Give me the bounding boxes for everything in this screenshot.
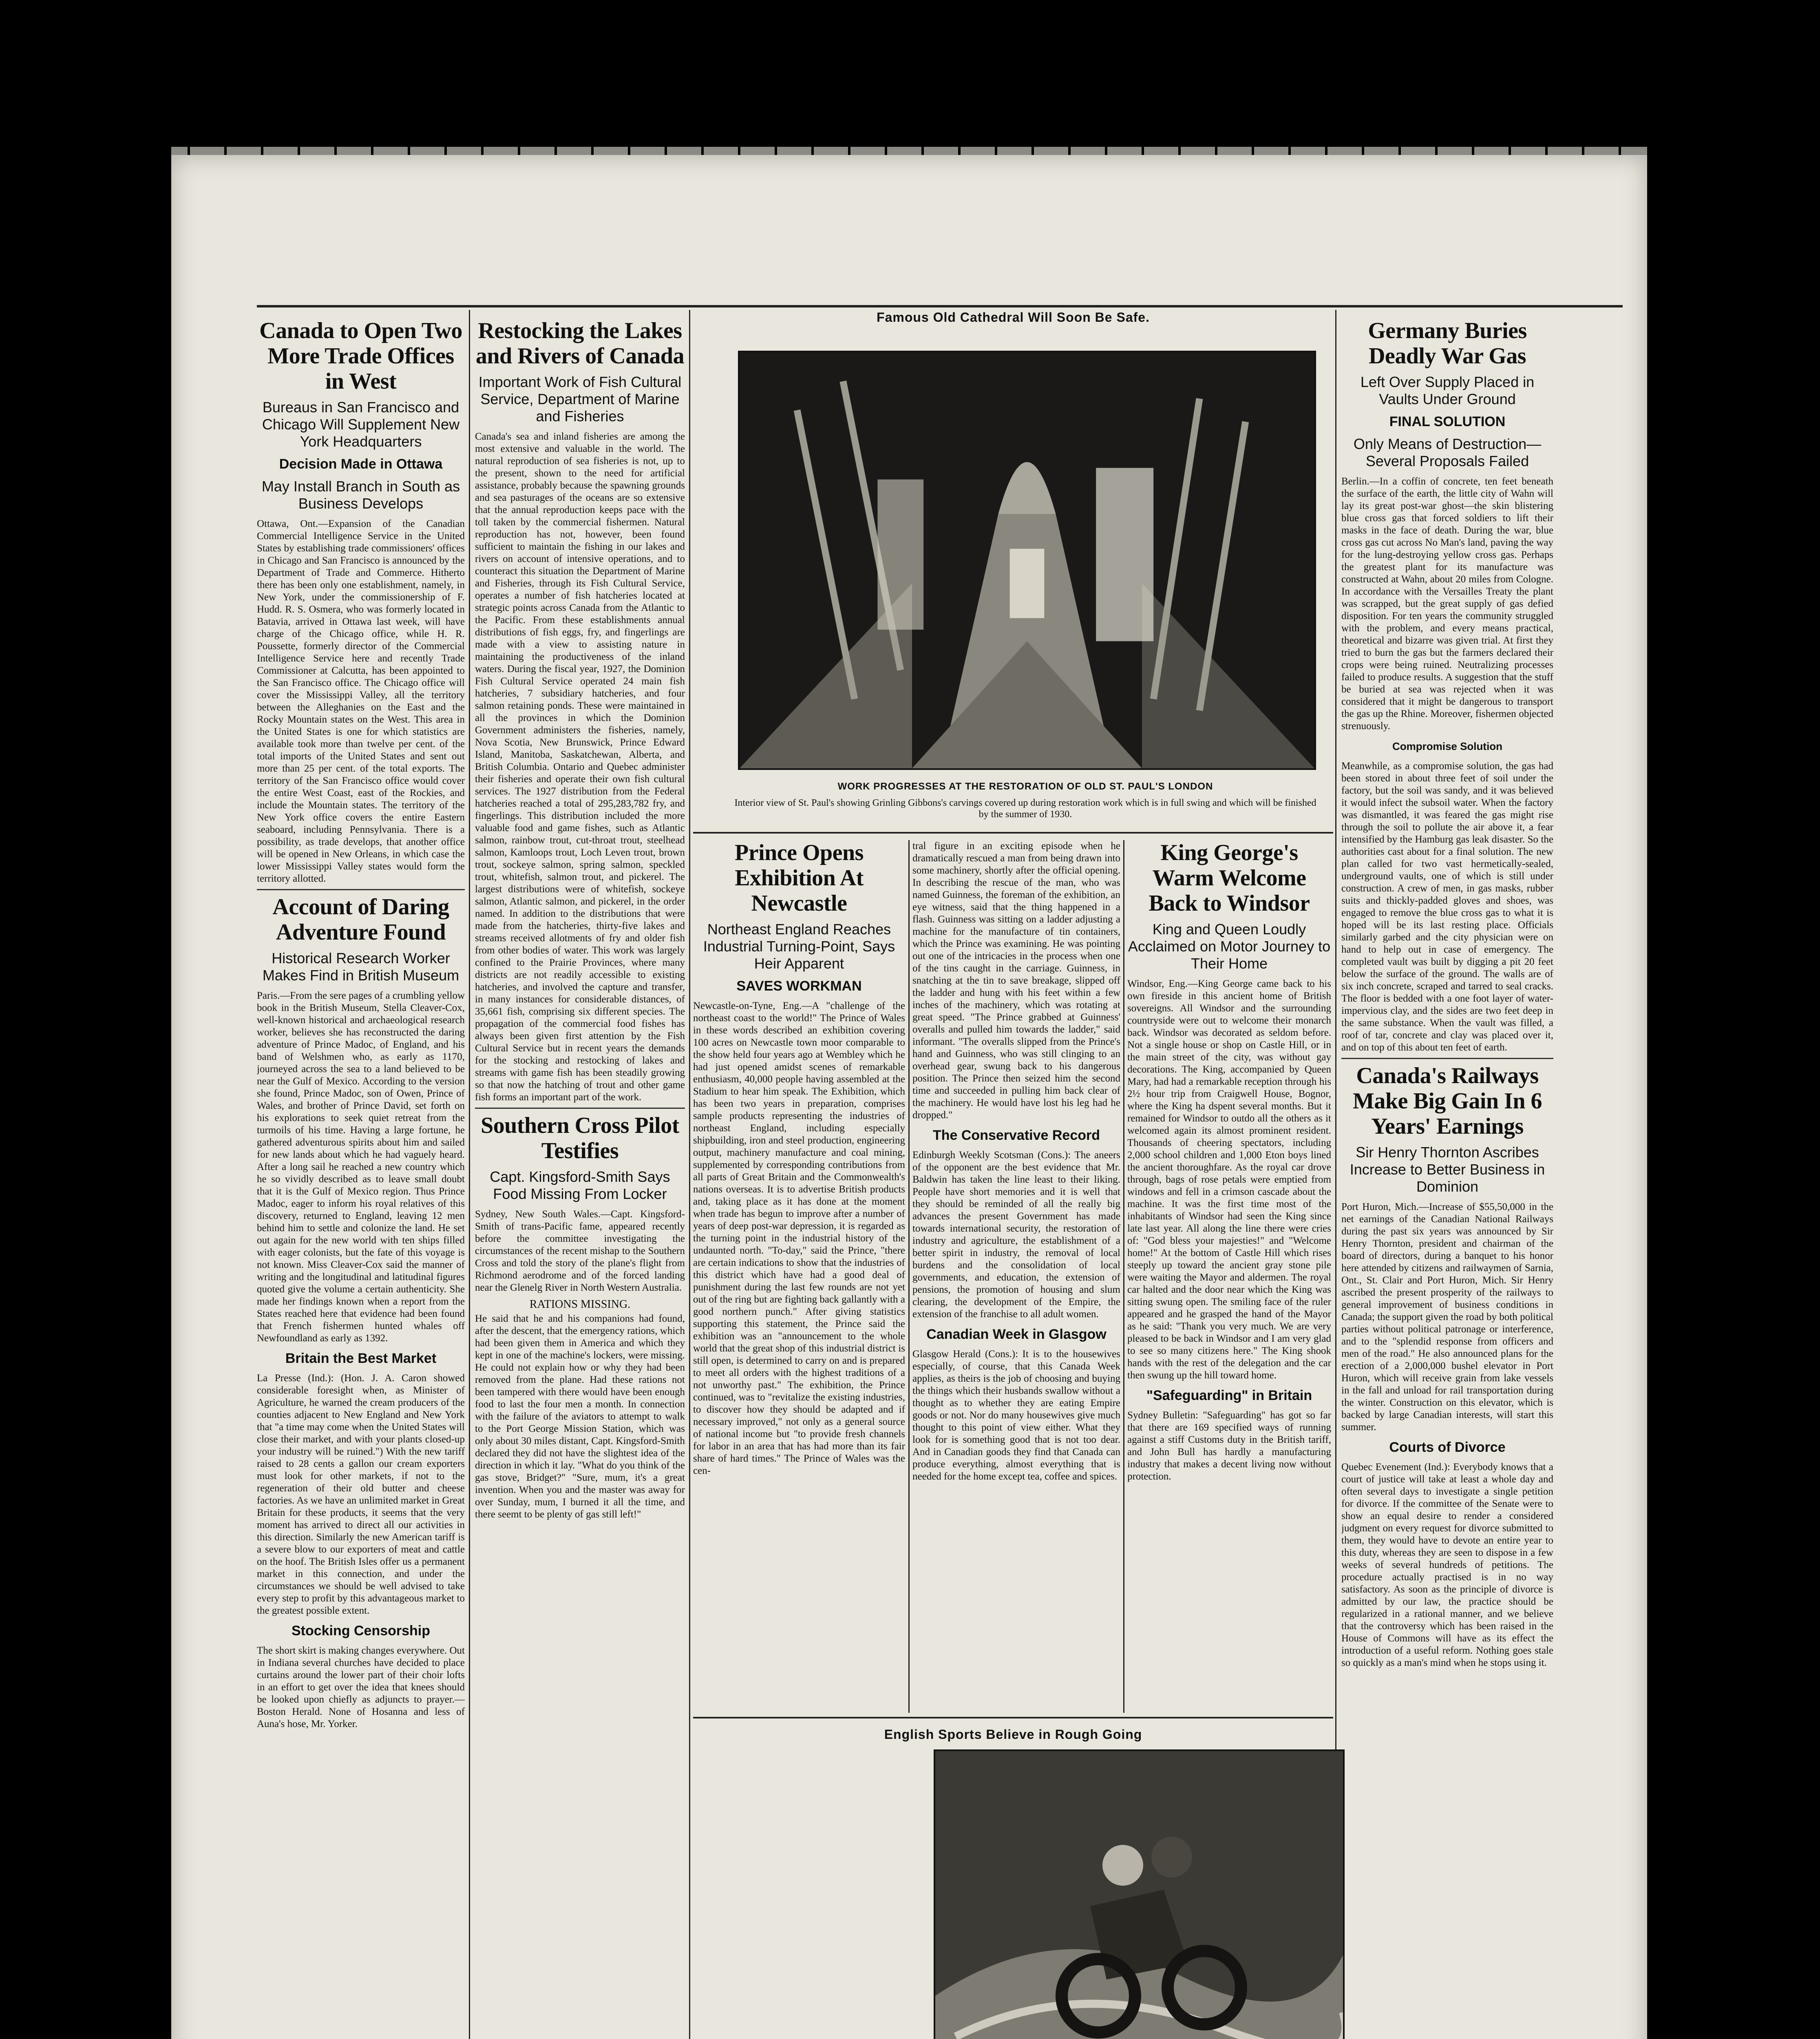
subhead-canadian-week: Canadian Week in Glasgow [926,1327,1107,1342]
article-war-gas: Berlin.—In a coffin of concrete, ten feet beneath the surface of the earth, the little city of Wahn will lay its great post-war ghost—the skin blistering blue cross gas that forced soldiers to lift their masks in the face of death. During the war, blue cross gas cut across No Man's land, paving the way for the lung-destroying yellow cross gas. Perhaps the greatest plant for its manufacture was constructed at Wahn, about 20 miles from Cologne. In accordance with the Versailles Treaty the plant was scrapped, but the great supply of gas defied disposition. For ten years the community struggled with the problem, and every means practical, theoretical and bizarre was given trial. At first they tried to burn the gas but the farmers declared their crops were being ruined. Neutralizing processes failed to produce results. A suggestion that the stuff be buried at sea was rejected when it was considered that it might be dangerous to transport the gas up the Rhine. Moreover, fishermen objected strenuously. [1341,476,1553,732]
subhead-rations: RATIONS MISSING. [529,1298,631,1311]
article-divorce: Quebec Evenement (Ind.): Everybody knows that a court of justice will take at least a whole day and often several days to investigate a single petition for divorce. If the committee of the Senate were to show an equal desire to render a considered judgment on every request for divorce submitted to them, they would have to devote an entire year to this duty, whereas they are seen to dispose in a few weeks of several hundreds of petitions. The procedure actually practised is in no way satisfactory. As soon as the principle of divorce is admitted by our law, the practice should be regularized in a rational manner, and we believe that the controversy which has been raised in the House of Commons will have as its effect the introduction of a useful reform. Nothing goes stale so quickly as a man's mind when he stops using it. [1341,1462,1553,1668]
subhead-final-solution: FINAL SOLUTION [1389,414,1506,429]
deck-southern-cross: Capt. Kingsford-Smith Says Food Missing From Locker [490,1168,670,1202]
column-2 [475,318,685,2039]
headline-war-gas: Germany Buries Deadly War Gas [1368,318,1527,369]
subhead-britain-market: Britain the Best Market [285,1351,437,1366]
cathedral-caption-strip: WORK PROGRESSES AT THE RESTORATION OF OLD ST. PAUL'S LONDON [837,781,1213,792]
article-southern-cross: Sydney, New South Wales.—Capt. Kingsford-Smith of trans-Pacific fame, appeared recently before the committee investigating the circumstances of the recent mishap to the Southern Cross and told the story of the plane's flight from Richmond aerodrome and of the forced landing near the Glenelg River in North Western Australia. [475,1209,685,1293]
headline-restocking: Restocking the Lakes and Rivers of Canada [475,318,685,369]
sports-photo [934,1749,1345,2039]
deck-adventure: Historical Research Worker Makes Find in British Museum [262,950,459,984]
mid-rule-bottom [693,1717,1333,1718]
article-prince-exhibition: Newcastle-on-Tyne, Eng.—A "challenge of the northeast coast to the world!" The Prince of Wales in these words described an exhibition covering 100 acres on Newcastle town moor comparable to the show held four years ago at Wembley which he had just opened amidst scenes of remarkable enthusiasm, 40,000 people having assembled at the Stadium to hear him speak. The Exhibition, which has been two years in preparation, comprises sample products representing the industries of northeast England, including especially shipbuilding, iron and steel production, engineering output, machinery manufacture and coal mining, supplemented by corresponding contributions from all parts of Great Britain and the Commonwealth's nations overseas. It is to advertise British products and, taking place as it has done at the moment when trade has begun to improve after a number of years of deep post-war depression, it is regarded as the turning point in the industrial history of the undaunted north. "To-day," said the Prince, "there are certain indications to show that the industries of this district which have had a good deal of punishment during the last few rounds are not yet out of the ring but are fighting back gallantly with a good northern punch." After giving statistics supporting this statement, the Prince said the exhibition was an "announcement to the whole world that the great shop of this industrial district is still open, is determined to carry on and is prepared to meet all orders with the highest traditions of a not unworthy past." The exhibition, the Prince continued, was to "revitalize the existing industries, to discover how they should be adapted and if necessary improved," not only as a general source of national income but "to provide fresh channels for labor in an area that has had more than its fair share of hard times." The Prince of Wales was the cen- [693,1000,905,1476]
article-safeguarding: Sydney Bulletin: "Safeguarding" has got so far that there are 169 specified ways of running against a stiff Customs duty in the British tariff, and John Bull has hardly a manufacturing industry that makes a decent living now without protection. [1127,1410,1331,1482]
headline-railways: Canada's Railways Make Big Gain In 6 Years' Earnings [1353,1063,1542,1139]
cathedral-photo-title: Famous Old Cathedral Will Soon Be Safe. [877,310,1150,325]
article-prince-rescue: tral figure in an exciting episode when he dramatically rescued a man from being drawn into some machinery, shortly after the official opening. In describing the rescue of the man, who was named Guinness, the foreman of the exhibition, an eye witness, said that the thing happened in a flash. Guinness was sitting on a ladder adjusting a machine for the manufacture of tin containers, which the Prince was examining. He was pointing out one of the intricacies in the process when one of the tins caught in the carriage. Guinness, in snatching at the tin to save breakage, slipped off the ladder and hung with his feet within a few inches of the machinery, which was rotating at great speed. "The Prince grabbed at Guinness' overalls and pulled him towards the ladder," said informant. "The overalls slipped from the Prince's hand and Guinness, who was still clinging to an overhead gear, swung back to his dangerous position. The Prince then seized him the second time and succeeded in pulling him back clear of the machinery. He would have lost his leg had he dropped." [912,840,1120,1121]
subhead-conservative-record: The Conservative Record [932,1128,1100,1143]
sports-photo-title: English Sports Believe in Rough Going [884,1727,1142,1742]
subhead-divorce: Courts of Divorce [1389,1440,1506,1455]
column-6 [1341,318,1553,2039]
subhead-branch: May Install Branch in South as Business Develops [261,478,460,512]
column-4 [912,840,1120,1713]
subhead-compromise: Compromise Solution [1392,740,1503,752]
column-5 [1127,840,1331,1713]
article-railways: Port Huron, Mich.—Increase of $55,50,000 in the net earnings of the Canadian National Railways during the past six years was announced by Sir Henry Thornton, president and chairman of the board of directors, during a banquet to his honor here attended by citizens and railwaymen of Sarnia, Ont., St. Clair and Port Huron, Mich. Sir Henry ascribed the present prosperity of the railways to general improvement of business conditions in Canada; the support given the road by both political parties without political patronage or interference, and to the "splendid response from officers and men of the road." He also announced plans for the erection of a 2,000,000 bushel elevator in Port Huron, which will receive grain from lake vessels in the fall and unload for rail transportation during the winter. Construction on this elevator, which is backed by large Canadian interests, will start this summer. [1341,1201,1553,1433]
column-1 [257,318,465,2039]
column-rule-3 [908,840,910,1713]
mid-rule-top [693,832,1333,834]
article-adventure: Paris.—From the sere pages of a crumbling yellow book in the British Museum, Stella Cleaver-Cox, well-known historical and archaeological research worker, believes she has reconstructed the daring adventure of Prince Madoc, of England, and his band of Welshmen who, as early as 1170, journeyed across the sea to a land believed to be near the Gulf of Mexico. According to the version she found, Prince Madoc, son of Owen, Prince of Wales, and brother of Prince David, set forth on his explorations to seek quiet retreat from the turmoils of his time. Having a large fortune, he gathered adventurous spirits about him and sailed for new lands about which he had vaguely heard. After a long sail he reached a new country which he so vividly described as to leave small doubt that it is the Gulf of Mexico region. Thus Prince Madoc, eager to inform his royal relatives of this discovery, returned to England, leaving 12 men behind him to settle and colonize the land. He set out again for the new world with ten ships filled with eager colonists, but the fate of this voyage is not known. Miss Cleaver-Cox said the manner of writing and the longitudinal and latitudinal figures quoted give the volume a certain authenticity. She made her findings known when a report from the States reached here that evidence had been found that French fishermen hunted whales off Newfoundland as early as 1392. [257,990,465,1344]
article-conservative-record: Edinburgh Weekly Scotsman (Cons.): The aneers of the opponent are the best evidence that Mr. Baldwin has taken the line least to their liking. People have short memories and it is well that they should be reminded of all the really big advances the present Government has made towards international security, the restoration of industry and agriculture, the establishment of a better spirit in industry, the removal of local burdens and the consolidation of local governments, and education, the extension of pensions, the promotion of housing and slum clearing, the development of the Empire, the extension of the franchise to all adult women. [912,1150,1120,1320]
subhead-safeguarding: "Safeguarding" in Britain [1146,1388,1312,1403]
deck-trade-offices: Bureaus in San Francisco and Chicago Will Supplement New York Headquarters [262,399,460,450]
article-trade-offices: Ottawa, Ont.—Expansion of the Canadian Commercial Intelligence Service in the United States by establishing trade commissioners' offices in Chicago and San Francisco is announced by the Department of Trade and Commerce. Hitherto there has been only one establishment, namely, in New York, under the commissionership of F. Hudd. R. S. Osmera, who was formerly located in Batavia, arrived in Ottawa last week, will have charge of the Chicago office, while H. R. Poussette, formerly director of the Commercial Intelligence Service here and recently Trade Commissioner at Calcutta, has been appointed to the San Francisco office. The Chicago office will cover the Mississippi Valley, all the territory between the Alleghanies on the East and the Rocky Mountain states on the West. This area in the United States is one for which statistics are available took more than twelve per cent. of the total imports of the United States and sent out more than 25 per cent. of the total exports. The territory of the San Francisco office would cover the entire West Coast, east of the Rockies, and include the Mountain states. The territory of the New York office covers the entire Eastern seaboard, including Pennsylvania. There is a possibility, as trade develops, that another office will be opened in New Orleans, in which case the lower Mississippi Valley states would form the territory allotted. [257,518,465,884]
deck-prince-exhibition: Northeast England Reaches Industrial Turning-Point, Says Heir Apparent [703,921,895,972]
divider [475,1108,685,1109]
headline-prince-exhibition: Prince Opens Exhibition At Newcastle [735,840,864,916]
subhead-stocking: Stocking Censorship [291,1623,431,1639]
column-rule-2 [689,310,690,2039]
article-compromise: Meanwhile, as a compromise solution, the gas had been stored in about three feet of soil under the factory, but the soil was sandy, and it was believed it would infect the subsoil water. When the factory was dismantled, it was feared the gas might rise through the soil to pollute the air above it, a fear intensified by the Hamburg gas leak disaster. So the authorities cast about for a final solution. The new plan called for two vast hermetically-sealed, underground vaults, one of which is still under construction. A crew of men, in gas masks, rubber suits and thickly-padded gloves and shoes, was engaged to remove the blue cross gas to what it is hoped will be its last resting place. Officials similarly garbed and the city physician were on hand to help out in case of emergency. The completed vault was built by digging a pit 20 feet below the surface of the ground. The walls are of six inch concrete, scraped and tarred to seal cracks. The floor is bedded with a one foot layer of water-impervious clay, and the sides are two feet deep in the same substance. When the vault was filled, a roof of tar, concrete and clay was placed over it, and on top of this about ten feet of earth. [1341,761,1553,1053]
top-rule [257,305,1623,307]
column-rule-1 [469,310,470,2039]
headline-trade-offices: Canada to Open Two More Trade Offices in West [259,318,462,394]
article-stocking: The short skirt is making changes everywhere. Out in Indiana several churches have decided to place curtains around the lower part of their choir lofts in an effort to get over the idea that knees should be looked upon chiefly as adjuncts to prayer.—Boston Herald. None of Hosanna and less of Auna's hose, Mr. Yorker. [257,1645,465,1729]
deck-king-george: King and Queen Loudly Acclaimed on Motor Journey to Their Home [1128,921,1331,972]
column-3 [693,840,905,1713]
article-britain-market: La Presse (Ind.): (Hon. J. A. Caron showed considerable foresight when, as Minister of Agriculture, he warned the cream producers of the counties adjacent to New England and New York that "a time may come when the United States will close their market, and with your plants closed-up your industry will be ruined.") With the new tariff raised to 28 cents a gallon our cream exporters must look for other markets, if not to the regeneration of their old butter and cheese factories. As we have an unlimited market in Great Britain for these products, it seems that the very moment has arrived to direct all our activities in this direction. Similarly the new American tariff is a severe blow to our exporters of meat and cattle on the hoof. The British Isles offer us a permanent market in this connection, and under the circumstances we should be well advised to take every step to profit by this advantageous market to the greatest possible extent. [257,1373,465,1616]
divider [1341,1058,1553,1059]
cathedral-photo [738,351,1316,770]
deck-restocking: Important Work of Fish Cultural Service, Department of Marine and Fisheries [478,374,682,425]
divider [257,889,465,890]
deck-railways: Sir Henry Thornton Ascribes Increase to Better Business in Dominion [1350,1144,1545,1195]
column-rule-4 [1123,840,1124,1713]
deck-war-gas: Left Over Supply Placed in Vaults Under Ground [1360,374,1535,407]
article-restocking: Canada's sea and inland fisheries are among the most extensive and valuable in the world. The natural reproduction of sea fisheries is not, up to the present, shown to the need for artificial assistance, probably because the spawning grounds and sea pasturages of the oceans are so extensive that the annual reproduction keeps pace with the toll taken by the commercial fishermen. Natural reproduction has not, however, been found sufficient to maintain the fishing in our lakes and rivers on account of intensive operations, and to counteract this situation the Department of Marine and Fisheries, through its Fish Cultural Service, operates a number of fish hatcheries located at strategic points across Canada from the Atlantic to the Pacific. From these establishments annual distributions of fish eggs, fry, and fingerlings are made with a view to assisting nature in maintaining the productiveness of the inland waters. During the fiscal year, 1927, the Dominion Fish Cultural Service operated 24 main fish hatcheries, 7 subsidiary hatcheries, and four salmon retaining ponds. These were maintained in all the provinces in which the Dominion Government administers the fisheries, namely, Nova Scotia, New Brunswick, Prince Edward Island, Manitoba, Saskatchewan, Alberta, and British Columbia. Ontario and Quebec administer their fisheries and operate their own fish cultural services. The 1927 distribution from the Federal hatcheries reached a total of 295,283,782 fry, and fingerlings. This distribution included the more valuable food and game fishes, such as Atlantic salmon, rainbow trout, cut-throat trout, steelhead salmon, Kamloops trout, Loch Leven trout, brown trout, sockeye salmon, spring salmon, speckled trout, whitefish, salmon trout, and pickerel. The largest distributions were of whitefish, sockeye salmon, Atlantic salmon, and pickerel, in the order named. In addition to the distributions that were made from the hatcheries, thirty-five lakes and streams received allotments of fry and older fish from other bodies of water. This work was largely confined to the Prairie Provinces, where many districts are not readily accessible to existing hatcheries, and involved the capture and transfer, in many instances for considerable distances, of 35,661 fish, comprising six different species. The propagation of the commercial food fishes has always been given first attention by the Fish Cultural Service but in recent years the demands for the stocking and restocking of lakes and streams with game fish has been steadily growing so that now the hatching of trout and other game fish forms an important part of the work. [475,431,685,1103]
headline-king-george: King George's Warm Welcome Back to Windsor [1149,840,1310,916]
subhead-saves-workman: SAVES WORKMAN [736,978,862,994]
headline-adventure: Account of Daring Adventure Found [272,894,449,945]
subhead-decision: Decision Made in Ottawa [279,456,443,472]
article-canadian-week: Glasgow Herald (Cons.): It is to the housewives especially, of course, that this Canada Week applies, as theirs is the job of choosing and buying the things which their husbands swallow without a thought as to whether they are eating Empire goods or not. Nor do many housewives give much thought to this point of view either. What they look for is something good that is not too dear. And in Canadian goods they find that Canada can produce everything, almost everything that is needed for the home except tea, coffee and spices. [912,1349,1120,1482]
deck-destruction: Only Means of Destruction—Several Proposals Failed [1353,436,1542,469]
headline-southern-cross: Southern Cross Pilot Testifies [481,1113,679,1163]
article-king-george: Windsor, Eng.—King George came back to his own fireside in this ancient home of British sovereigns. All Windsor and the surrounding countryside were out to welcome their monarch back. Windsor was decorated as seldom before. Not a single house or shop on Castle Hill, or in the main street of the city, was without gay decorations. The King, accompanied by Queen Mary, had had a remarkable reception through his 2½ hour trip from Craigwell House, Bognor, where the King ha dspent several months. But it remained for Windsor to outdo all the others as it welcomed again its almost prominent resident. Thousands of cheering spectators, including 2,000 school children and 1,000 Eton boys lined the ancient thoroughfare. As the royal car drove through, bags of rose petals were emptied from windows and fell in a crimson cascade about the machine. It was the first time most of the inhabitants of Windsor had seen the King since late last year. All along the line there were cries of: "God bless your majesties!" and "Welcome home!" At the bottom of Castle Hill which rises steeply up toward the ancient gray stone pile were waiting the Mayor and aldermen. The royal car halted and the door near which the King was sitting swung open. The smiling face of the ruler appeared and he grasped the hand of the Mayor as he said: "Thank you very much. We are very pleased to be back in Windsor and I am very glad to see so many citizens here." The King shook hands with the rest of the delegation and the car then swung up the hill toward home. [1127,978,1331,1381]
cathedral-caption-text: Interior view of St. Paul's showing Grinling Gibbons's carvings covered up during restoration work which is in full swing and which will be finished by the summer of 1930. [734,798,1316,820]
article-rations: He said that he and his companions had found, after the descent, that the emergency rations, which had been given them in America and which they kept in one of the machine's lockers, were missing. He could not explain how or why they had been removed from the plane. Had these rations not been tampered with there would have been enough food to last the four men a month. In connection with the failure of the aviators to attempt to walk to the Port George Mission Station, which was only about 30 miles distant, Capt. Kingsford-Smith declared they did not have the slightest idea of the direction in which it lay. "What do you think of the gas stove, Bridget?" "Sure, mum, it's a great invention. When you and the master was away for over Sunday, mum, I burned it all the time, and there seemt to be plenty of gas still left!" [475,1313,685,1520]
